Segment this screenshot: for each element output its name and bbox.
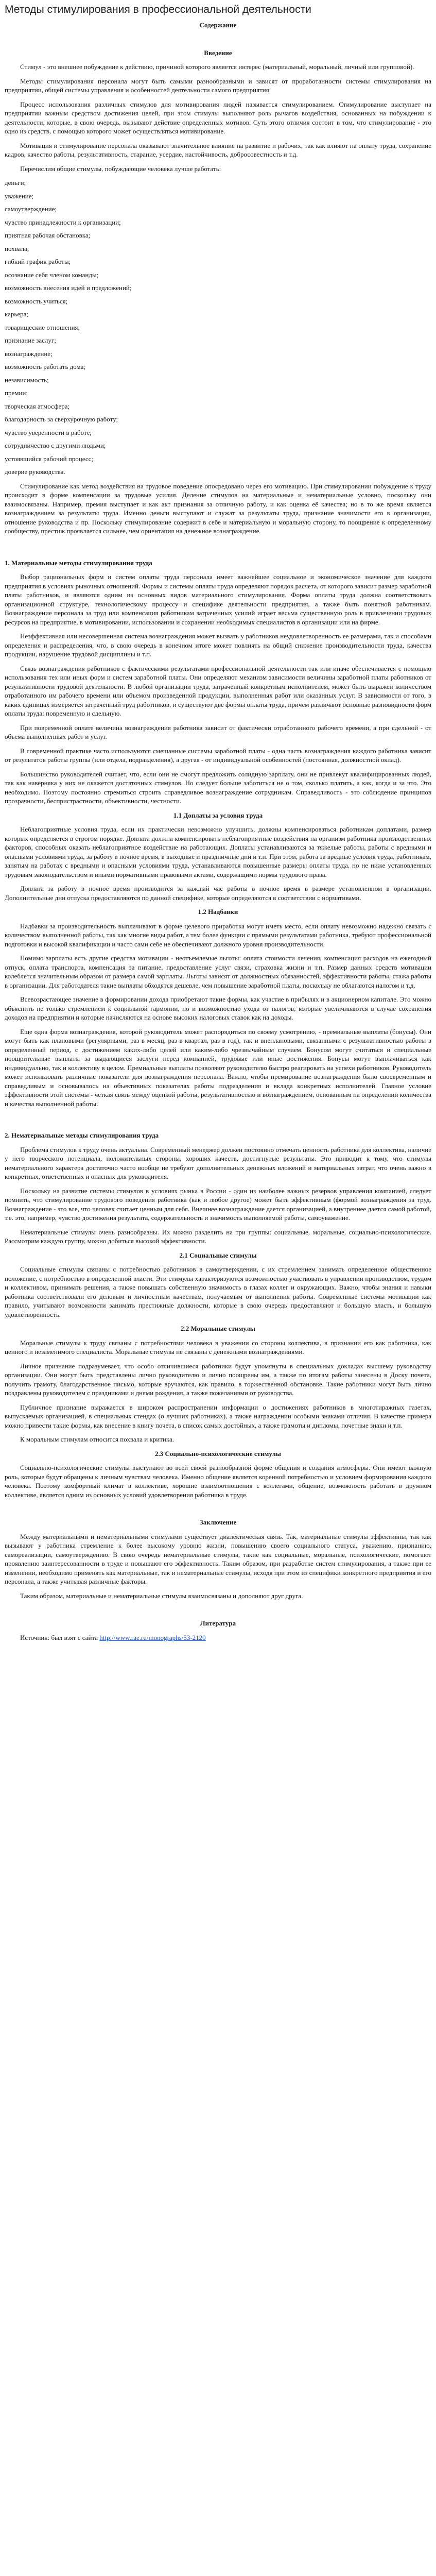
stimulus-list-item: признание заслуг; [5, 336, 56, 344]
section1-paragraph: В современной практике часто используются смешанные системы заработной платы - одна часть вознаграждения каждого работника зависит от результатов работы группы (или отдела, подразделения), а другая - от индивидуальной особенностей (постоянная, должностной оклад). [5, 747, 431, 764]
intro-paragraph: Мотивация и стимулирование персонала оказывают значительное влияние на развитие и рабочих, так как влияют на оплату труда, сохранение кадров, качество работы, результативность, старание, усердие, настойчивость, добросовестность и т.д. [5, 141, 431, 158]
source-prefix: Источник: был взят с сайта [20, 1633, 100, 1641]
section1-paragraph: Неэффективная или несовершенная система вознаграждения может вызвать у работников неудовлетворенность ее размерами, так и способами определения и распределения, что, в свою очередь в конечном итоге может повлиять на общий снижение производительности труда, качества продукции, нарушение трудовой дисциплины и т.п. [5, 632, 431, 658]
stimulus-list-item: возможность учиться; [5, 297, 68, 305]
section2-2-paragraphs [5, 1338, 431, 1444]
section1-1-heading: 1.1 Доплаты за условия труда [173, 811, 263, 819]
section2-1-heading: 2.1 Социальные стимулы [179, 1251, 257, 1259]
section2-heading: 2. Нематериальные методы стимулирования труда [5, 1131, 159, 1139]
stimulus-list-item: деньги; [5, 179, 26, 187]
section2-2-paragraph: Моральные стимулы к труду связаны с потребностями человека в уважении со стороны коллектива, в признании его как работника, как ценного и незаменимого специалиста. Моральные стимулы не связаны с денежными вознаграждениями. [5, 1338, 431, 1355]
section2-1-paragraph: Социальные стимулы связаны с потребностью работников в самоутверждении, с их стремлением занимать определенное общественное положение, с потребностью в определенной власти. Эти стимулы характеризуются возможностью участвовать в управлении производством, трудом и коллективом, принимать решения, а также повышать собственную значимость в глазах коллег и окружающих. Важно, чтобы знания и навыки работника соответствовали его деловым и личностным качествам, получаемым от выполнения работы. Современные системы мотивации как правило, учитывают возможности занимать престижные должности, которые в свою очередь предоставляют и большую власть, и большую удовлетворенность. [5, 1265, 431, 1318]
section1-2-heading: 1.2 Надбавки [198, 908, 238, 916]
contents-heading: Содержание [199, 21, 237, 29]
section1-paragraph: Большинство руководителей считает, что, если они не смогут предложить солидную зарплату, они не привлекут квалифицированных людей, так как наверняка у них не окажется достаточных стимулов. Но следует больше заботиться не о том, сколько платить, а как, когда и за что. Это необходимо. Поэтому постоянно стремиться строить справедливое вознаграждение сотрудникам. Справедливость - это соблюдение принципов прозрачности, беспристрастности, объективности, честности. [5, 770, 431, 805]
intro-paragraph: Методы стимулирования персонала могут быть самыми разнообразными и зависят от проработанности системы стимулирования на предприятии, общей системы управления и особенностей деятельности самого предприятия. [5, 77, 431, 94]
section2-2-paragraph: Публичное признание выражается в широком распространении информации о достижениях работников в многотиражных газетах, выпускаемых организацией, в специальных стендах (о лучших работниках), а также награждении особыми знаками отличия. В качестве примера можно привести такие формы, как внесение в книгу почета, в список самых достойных, а также грамоты и дипломы, почетные знаки и т.п. [5, 1403, 431, 1429]
section2-1-paragraphs [5, 1265, 431, 1319]
stimulus-list-item: благодарность за сверхурочную работу; [5, 415, 118, 423]
section1-1-paragraph: Неблагоприятные условия труда, если их практически невозможно улучшить, должны компенсироваться работникам доплатами, размер которых определяется в строгом порядке. Доплата должна компенсировать неблагоприятные воздействия на организм работника производственных факторов, способных оказать неблагоприятное воздействие на работающих. Доплаты устанавливаются за тяжелые работы, работы с вредными и опасными условиями труда, за работу в ночное время, в выходные и праздничные дни и т.п. При этом, работа за вредные условия труда, работникам, занятым на работах с вредными и опасными условиями труда, устанавливаются повышенные размеры оплаты труда, но не ниже установленных трудовым законодательством и иными нормативными правовыми актами, содержащими нормы трудового права. [5, 825, 431, 878]
section1-heading: 1. Материальные методы стимулирования труда [5, 558, 152, 567]
document-title: Методы стимулирования в профессиональной деятельности [5, 4, 311, 15]
section1-2-paragraph: Надбавки за производительность выплачивают в форме целевого приработка могут иметь место, если оплату невозможно надежно связать с количеством выполненной работы, так как многие виды работ, а тем более функции с прямыми результатами работника, требуют профессиональной подготовки и высокой квалификации и часто сами себе не обеспечивают должного уровня производительности. [5, 922, 431, 948]
section2-3-paragraphs [5, 1463, 431, 1499]
stimulus-list-item: товарищеские отношения; [5, 323, 80, 331]
section1-1-paragraph: Доплата за работу в ночное время производится за каждый час работы в ночное время в размере установленном в организации. Дополнительные дни отпуска предоставляются по данной специфике, которые определяются в соответствии с нормативами. [5, 885, 431, 902]
section2-3-paragraph: Социально-психологические стимулы выступают во всей своей разнообразной форме общения и создания атмосферы. Они имеют важную роль, которые будут обращены к личным чувствам человека. Именно общение является коренной потребностью и условием формирования каждого человека. Поэтому комфортный климат в коллективе, хорошие взаимоотношения с коллегами, общение, возможность работать в дружном коллективе, является одним из основных условий удовлетворения работника в труде. [5, 1464, 431, 1499]
section1-paragraph: Связь вознаграждения работников с фактическими результатами профессиональной деятельности так или иначе обеспечивается с помощью использования тех или иных форм и систем заработной платы. Они определяют механизм зависимости величины заработной платы работников от результативности трудовой деятельности. В любой организации труда, затраченный конкретным исполнителем, может быть выражен количеством отработанного им рабочего времени или объемом произведенной продукции, выполненных работ или оказанных услуг. В зависимости от того, в каких единицах измеряется затраченный труд работников, и существуют две формы оплаты труда, причем различают основные разновидности форм оплаты труда: повременную и сдельную. [5, 664, 431, 717]
section1-2-paragraph: Помимо зарплаты есть другие средства мотивации - неотъемлемые льготы: оплата стоимости лечения, компенсация расходов на ежегодный отпуск, оплата транспорта, компенсация за питание, предоставление услуг связи, страховка жизни и т.п. Размер данных средств мотивации колеблется значительным образом от размера самой зарплаты. Льготы зависят от должностных обязанностей, эффективности работы, стажа работы в организации. Для работодателя такие выплаты обходятся дешевле, чем повышение заработной платы, поскольку не облагаются налогом и т.д. [5, 954, 431, 989]
stimulus-list-item: вознаграждение; [5, 349, 53, 358]
intro-paragraphs [5, 62, 431, 173]
intro-paragraph: Стимул - это внешнее побуждение к действию, причиной которого является интерес (материальный, моральный, личный или групповой). [20, 63, 414, 71]
stimulus-list-item: уважение; [5, 192, 34, 200]
section1-2-paragraph: Еще одна форма вознаграждения, которой руководитель может распорядиться по своему усмотрению, - премиальные выплаты (бонусы). Они могут быть как плановыми (регулярными, раз в месяц, раз в квартал, раз в год), так и внеплановыми, связанными с результативностью работы в определенный период, с достижением каких-либо целей или каким-либо чрезвычайным случаем. Бонусом могут считаться и специальные поощрительные выплаты за выдающиеся заслуги перед компанией, трудовые или иные достижения. Бонусы могут выплачиваться как индивидуально, так и коллективу в целом. Премиальные выплаты позволяют руководителю быстро реагировать на успехи работников. Руководитель может использовать различные показатели для вознаграждения персонала. Важно, чтобы премирование вознаграждения было своевременным и справедливым и основывалось на объективных показателях работы подразделения и вклада конкретных исполнителей. Главное условие эффективности этой системы - четкая связь между оценкой работы, результативностью и вознаграждением, основанным на определении количества и качества выполненной работы. [5, 1027, 431, 1108]
stimulus-list-item: чувство уверенности в работе; [5, 428, 92, 436]
source-link[interactable]: http://www.rae.ru/monographs/53-2120 [99, 1633, 206, 1641]
section2-2-paragraph: Личное признание подразумевает, что особо отличившиеся работники будут упомянуты в специальных докладах высшему руководству организации. Они могут быть представлены лично руководителю и лично поощрены им, а также по итогам работы занесены в Доску почета, получить грамоту, благодарственное письмо, которые вручаются, как правило, в торжественной обстановке. Такие работники могут быть лично поздравлены руководителем с праздниками и днями рождения, а также пожеланиями от руководства. [5, 1362, 431, 1397]
stimulus-list-item: приятная рабочая обстановка; [5, 231, 91, 239]
section2-2-paragraph: К моральным стимулам относится похвала и критика. [20, 1435, 175, 1443]
stimulus-list-item: творческая атмосфера; [5, 402, 70, 410]
section1-2-paragraphs [5, 922, 431, 1109]
intro-heading: Введение [204, 48, 232, 57]
stimulus-list-item: возможность работать дома; [5, 363, 86, 370]
section2-paragraph: Проблема стимулов к труду очень актуальна. Современный менеджер должен постоянно отмечать ценность работника для коллектива, наличие у него творческого потенциала, положительных стороны, хороших качеств, достигнутые результаты. Это приводит к тому, что стимулы нематериального характера достаточно часто вообще не требуют дополнительных денежных вложений и материальных затрат, что очень важно в конкретных, ответственных и опасных для руководителя. [5, 1145, 431, 1180]
stimulus-list-item: похвала; [5, 244, 29, 252]
stimulus-list-item: премии; [5, 389, 28, 397]
stimulus-list-item: доверие руководства. [5, 468, 65, 476]
stimulus-list-item: гибкий график работы; [5, 258, 71, 265]
intro-paragraph: Перечислим общие стимулы, побуждающие человека лучше работать: [20, 164, 221, 173]
section1-paragraphs [5, 572, 431, 806]
section1-2-paragraph: Всевозрастающее значение в формировании дохода приобретают такие формы, как участие в прибылях и в акционерном капитале. Это можно объяснить не только стремлением к социальной гармонии, но и возможностью ухода от налогов, которые увеличиваются в случае сохранения доходов на предприятии и которые начисляются на основе высоких налоговых ставок как на доходы. [5, 995, 431, 1021]
conclusion-paragraph: Между материальными и нематериальными стимулами существует диалектическая связь. Так, материальные стимулы эффективны, так как вызывают у работника стремление к более высокому уровню жизни, повышению своего социального статуса, уважению, признанию, самореализации, самоутверждению. В свою очередь нематериальные стимулы, такие как социальные, моральные, психологические, помогают проявлению заинтересованности в труде и повышают его эффективность. Таким образом, при разработке систем стимулирования, а также при ее изменении, необходимо применять как материальные, так и нематериальные стимулы, исходя при этом из специфики конкретного предприятия и его персонала, а также учитывая различные факторы. [5, 1532, 431, 1585]
section2-3-heading: 2.3 Социально-психологические стимулы [155, 1449, 281, 1458]
stimulus-list-item: осознание себя членом команды; [5, 270, 99, 279]
conclusion-heading: Заключение [199, 1518, 237, 1526]
section1-paragraph: Выбор рациональных форм и систем оплаты труда персонала имеет важнейшее социальное и экономическое значение для каждого предприятия в условиях рыночных отношений. Формы и системы оплаты труда определяют порядок расчета, от которого зависит размер заработной платы работников, и являются одним из основных видов материального стимулирования. Форма оплаты труда должна соответствовать организационной структуре, технологическому процессу и специфике деятельности предприятия, а также быть понятной работникам. Вознаграждение персонала за труд или компенсация работникам затраченных усилий играет весьма существенную роль в привлечении трудовых ресурсов на предприятие, в мотивировании, использовании и сохранении необходимых специалистов в организации или на фирме. [5, 573, 431, 626]
source-line [5, 1633, 431, 1642]
section1-paragraph: При повременной оплате величина вознаграждения работника зависит от фактически отработанного рабочего времени, а при сдельной - от объема выполненных работ и услуг. [5, 723, 431, 740]
section2-paragraph: Поскольку на развитие системы стимулов в условиях рынка в России - один из наиболее важных резервов управления компанией, следует помнить, что стимулирование трудового поведения работника (как и любое другое) может быть эффективным (формой вознаграждения за труд. Вознаграждение - это все, что человек считает ценным для себя. Внешнее вознаграждение дается организацией, а внутреннее дается самой работой, т.е. это, например, чувство достижения результата, содержательность и значимость выполняемой работы, самоуважение. [5, 1187, 431, 1222]
stimulus-list-item: возможность внесения идей и предложений; [5, 284, 132, 292]
stimulus-list-item: устоявшийся рабочий процесс; [5, 454, 93, 463]
section1-1-paragraphs [5, 825, 431, 902]
intro-after-list: Стимулирование как метод воздействия на трудовое поведение опосредовано через его мотивацию. При стимулировании побуждение к труду происходит в форме компенсации за трудовые усилия. Деление стимулов на материальные и нематериальные условно, поскольку они взаимосвязаны. Например, премия выступает и как акт признания за отличную работу, и как оценка её качества; но в то же время является вознаграждением за результаты труда. Именно деньги выступают и служат за результаты труда, признание значимости его в организации, отношение руководства и пр. Поскольку стимулирование содержит в себе и материальную и моральную сторону, то поощрение к определенному сообществу, престиж проявляется сильнее, чем ориентация на денежное вознаграждение. [5, 482, 431, 535]
conclusion-paragraphs [5, 1532, 431, 1601]
stimulus-list-item: независимость; [5, 376, 49, 384]
section2-paragraph: Нематериальные стимулы очень разнообразны. Их можно разделить на три группы: социальные, моральные, социально-психологические. Рассмотрим каждую группу, можно добиться высокой эффективности. [5, 1228, 431, 1245]
stimulus-list-item: чувство принадлежности к организации; [5, 218, 121, 226]
references-heading: Литература [200, 1619, 236, 1627]
intro-paragraph: Процесс использования различных стимулов для мотивирования людей называется стимулированием. Стимулирование выступает на предприятии важным средством достижения целей, при этом стимулы выполняют роль рычагов воздействия, основанных на побуждении к деятельности, которые, в свою очередь, вызывают действие определенных мотивов. Суть этого отличия состоит в том, что стимулирование - это одно из средств, с помощью которого может осуществляться мотивирование. [5, 100, 431, 135]
stimulus-list-item: сотрудничество с другими людьми; [5, 442, 106, 449]
stimulus-list-item: самоутверждение; [5, 205, 57, 213]
stimulus-list-item: карьера; [5, 310, 28, 318]
stimuli-list [5, 178, 431, 477]
section2-2-heading: 2.2 Моральные стимулы [181, 1325, 255, 1332]
section2-paragraphs [5, 1145, 431, 1246]
conclusion-paragraph: Таким образом, материальные и нематериальные стимулы взаимосвязаны и дополняют друг друга. [20, 1591, 303, 1600]
